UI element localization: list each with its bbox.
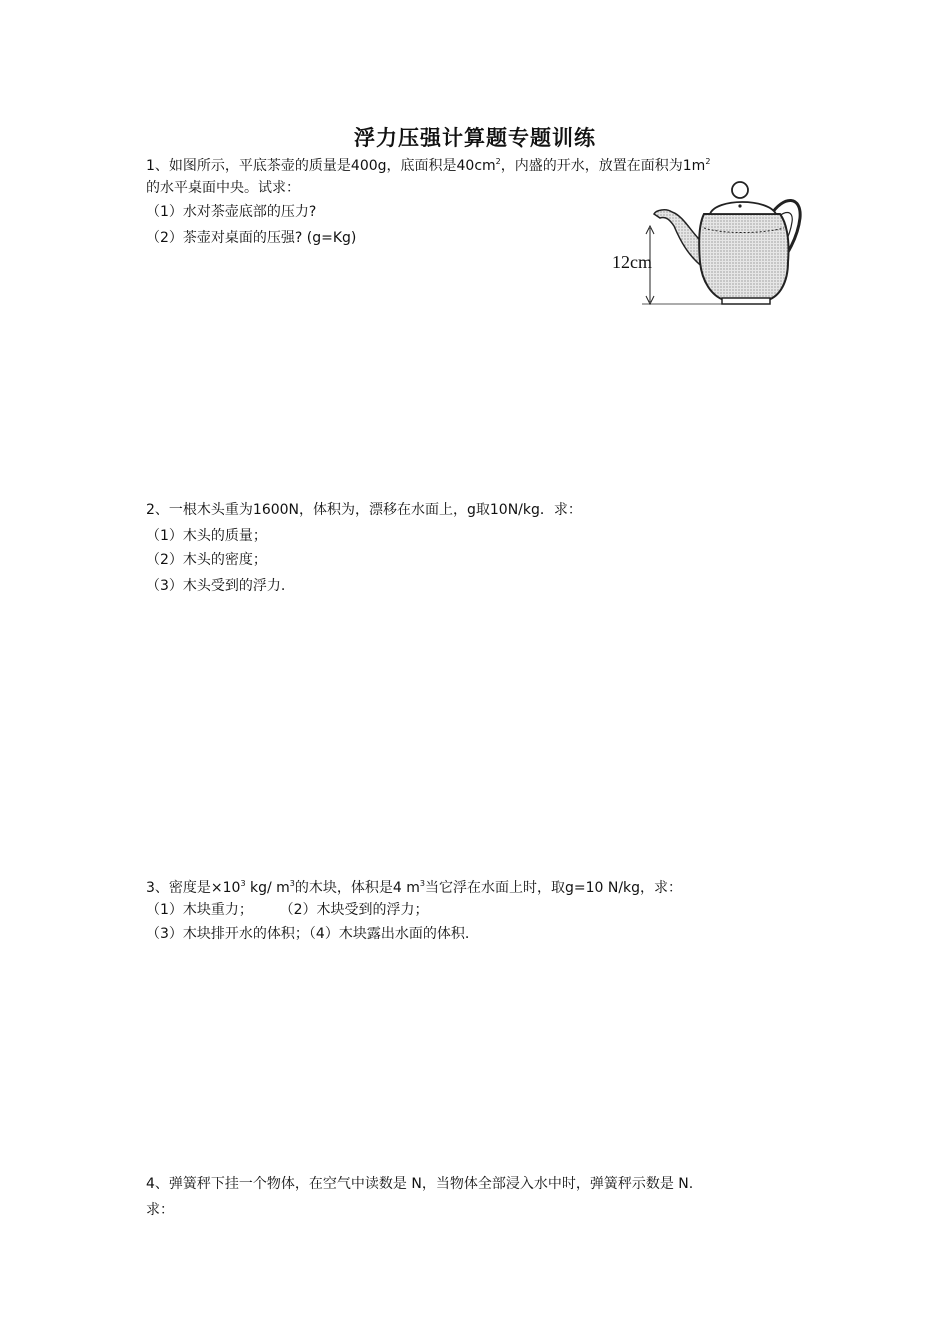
q1-line1: 1、如图所示，平底茶壶的质量是400g，底面积是$40cm^2$，内盛的开水，放置在面积为$1m^2$ xyxy=(146,157,711,174)
q1-sub1: （1）水对茶壶底部的压力? xyxy=(146,204,317,220)
page-title: 浮力压强计算题专题训练 xyxy=(354,126,596,150)
q1-line2: 的水平桌面中央。试求： xyxy=(146,180,300,196)
figure-label-12cm: 12cm xyxy=(612,252,652,272)
q2-sub1: （1）木头的质量； xyxy=(146,528,267,544)
teapot-figure xyxy=(612,178,808,310)
q2-sub3: （3）木头受到的浮力. xyxy=(146,578,286,594)
q3-sub1: （1）木块重力； （2）木块受到的浮力； xyxy=(146,902,429,918)
q1-sub2: （2）茶壶对桌面的压强? (g=Kg) xyxy=(146,230,357,246)
q4-line2: 求： xyxy=(146,1202,174,1218)
q3-sub2: （3）木块排开水的体积；（4）木块露出水面的体积. xyxy=(146,926,470,942)
q4-line1: 4、弹簧秤下挂一个物体，在空气中读数是 N，当物体全部浸入水中时，弹簧秤示数是 N. xyxy=(146,1176,694,1192)
q2-line1: 2、一根木头重为1600N，体积为，漂移在水面上，g取10N/kg．求： xyxy=(146,502,582,518)
q2-sub2: （2）木头的密度； xyxy=(146,552,267,568)
q3-line1: 3、密度是$\times 10^3$ kg/ $m^3$的木块，体积是4 $m^3$当它浮在水面上时，取g=10 N/kg，求： xyxy=(146,879,683,896)
